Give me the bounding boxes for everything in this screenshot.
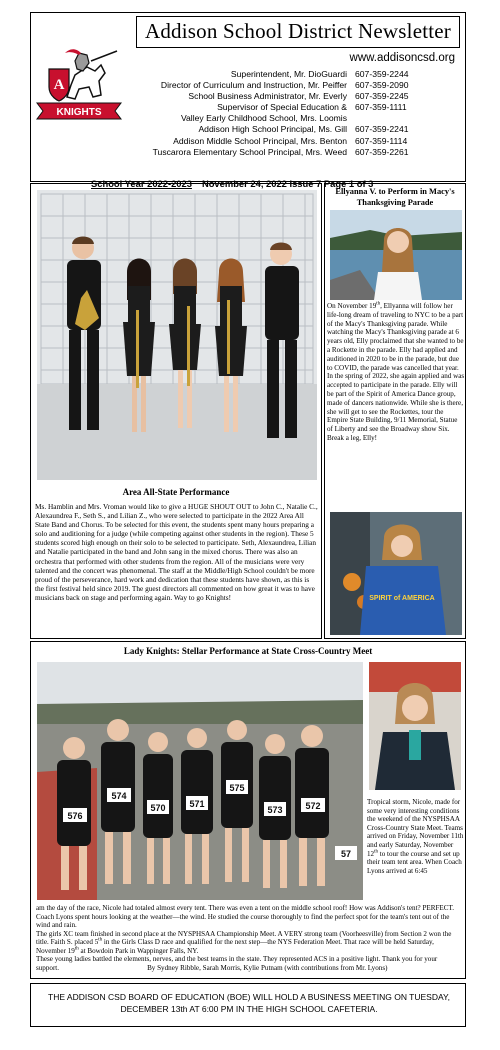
staff-row [111, 113, 461, 124]
staff-row [111, 124, 461, 135]
ellyanna-jacket-photo [330, 512, 462, 635]
xc-p3-b: in the Girls Class D race and qualified for the next step—the NYS Federation Meet. That race will be held Saturday, November 19 [36, 938, 434, 955]
bib-number: 573 [267, 805, 283, 815]
staff-phone: 607-359-2090 [355, 80, 409, 91]
staff-role: Superintendent, Mr. DioGuardi [230, 69, 347, 79]
macys-headline: Ellyanna V. to Perform in Macy's Thanksgiving Parade [335, 187, 455, 207]
xc-paragraph: am the day of the race, Nicole had totaled almost every tent. There was even a tent on the middle school roof! How was Addison's tent? PERFECT. [36, 904, 455, 912]
lance-shape [91, 51, 117, 61]
newsletter-title-box [136, 16, 460, 48]
xc-side-text [367, 798, 465, 875]
xc-paragraph: Coach Lyons spent hours looking at the weather—the wind. He studied the course thoroughly to find the perfect spot for the team's tent out of the wind and rain. [36, 912, 450, 929]
staff-role: Director of Curriculum and Instruction, Mr. Peiffer [160, 80, 347, 91]
macys-text-a: On November 19 [327, 302, 377, 310]
staff-directory [111, 69, 461, 158]
staff-row [111, 136, 461, 147]
xc-headline: Lady Knights: Stellar Performance at State Cross-Country Meet [123, 646, 373, 656]
xc-p3-c: at Bowdoin Park in Wappinger Falls, NY. [78, 946, 199, 955]
staff-row [111, 102, 461, 113]
horse-shape [67, 65, 105, 99]
ellyanna-portrait-photo [330, 210, 462, 300]
cross-country-article [30, 641, 466, 979]
allstate-body-text: Ms. Hamblin and Mrs. Vroman would like to give a HUGE SHOUT OUT to John C., Natalie C., Alexaundrea F., Seth S., and Lilian Z., who were selected to participate in the 2022 Area All State Band and Chorus. To be selected for this event, the students spent many hours preparing a solo and auditioning for a judge (while competing against other students in the region). These 5 students scored high enough on their solo to be selected to participate. Seth, Alexaundrea, Lilian and Natalie participated in the band and John sang in the mixed chorus. There was also an orchestra that performed with other students from the region. All of the musicians were very talented and the concert was phenomenal. The staff at the Middle/High School couldn't be more proud of the perseverance, hard work and dedication that these students have shown, as this is the first festival held since 2019. The guest directors all commented on how great it was to have musicians back on stage and performing again. Way to go Knights! [35, 502, 318, 602]
xc-byline: By Sydney Ribble, Sarah Morris, Kylie Putnam (with contributions from Mr. Lyons) [147, 963, 388, 972]
xc-p3-a: The girls XC team finished in second place at the NYSPHSAA Championship Meet. A VERY strong team (Voorheesville) from Section 2 won the title. Faith S. placed 5 [36, 929, 452, 946]
macys-text-sup: th [376, 301, 381, 307]
staff-phone: 607-359-2244 [355, 69, 409, 79]
bib-number: 574 [111, 791, 127, 801]
xc-p3-sup2: th [74, 946, 79, 952]
xc-body-text [36, 904, 464, 972]
macys-article [324, 183, 466, 639]
staff-phone: 607-359-1114 [355, 135, 408, 146]
boe-notice-text: THE ADDISON CSD BOARD OF EDUCATION (BOE) WILL HOLD A BUSINESS MEETING ON TUESDAY, DECEMBER 13th AT 6:00 PM IN THE HIGH SCHOOL CAFETERIA. [48, 992, 450, 1014]
allstate-headline: Area All-State Performance [122, 487, 230, 497]
staff-row [111, 91, 461, 102]
staff-phone: 607-359-2245 [355, 91, 409, 102]
jacket-logo-text: SPIRIT of AMERICA [369, 595, 435, 602]
bib-number: 572 [305, 801, 321, 811]
bib-number: 575 [229, 783, 245, 793]
staff-row [111, 80, 461, 91]
xc-p4: These young ladies battled the elements, nerves, and the best teams in the state. They represented ACS in a positive light. Thank you for your support. [36, 955, 438, 972]
faith-portrait-photo [369, 662, 461, 790]
xc-side-a: Tropical storm, Nicole, made for some very interesting conditions the weekend of the NYSPHSAA Cross-Country State Meet. Teams arrived on Friday, November 11th and early Saturday, November 12 [367, 798, 464, 858]
macys-text-b: , Ellyanna will follow her life-long dream of traveling to NYC to be a part of the Macy's Thanksgiving parade. While watching the Macy's Thanksgiving parade at 6 years old, Elly proclaimed that she wanted to be a Rockette in the parade. Elly had applied and auditioned in 2020 to be in the parade, but due to COVID, the parade was cancelled that year. In the spring of 2022, she again applied and was accepted to participate in the parade. Elly will be part of the Spirit of America Dance group, made of dancers nationwide. While she is there, she will get to see the Rockettes, tour the Empire State Building, 9/11 Memorial, Statue of Liberty and see the Broadway show Six. Break a leg, Elly! [327, 302, 465, 442]
plume-shape [65, 49, 81, 55]
bib-number: 571 [189, 799, 205, 809]
xc-side-sup: th [374, 849, 378, 855]
xc-team-photo [37, 662, 363, 900]
issue-details: November 24, 2022 Issue 7 Page 1 of 3 [201, 178, 374, 189]
staff-role: Tuscarora Elementary School Principal, Mrs. Weed [152, 146, 347, 157]
newsletter-title: Addison School District Newsletter [144, 19, 451, 43]
staff-row [111, 69, 461, 80]
bib-number: 576 [67, 811, 83, 821]
knights-logo [35, 47, 123, 133]
logo-banner-text: KNIGHTS [56, 107, 102, 118]
staff-role: Addison High School Principal, Ms. Gill [198, 124, 347, 135]
staff-role: School Business Administrator, Mr. Everly [188, 91, 347, 102]
staff-phone: 607-359-1111 [355, 102, 407, 113]
staff-role: Valley Early Childhood School, Mrs. Loomis [180, 113, 347, 124]
staff-phone: 607-359-2261 [355, 146, 409, 157]
shield-letter: A [53, 77, 65, 93]
website-link[interactable]: www.addisoncsd.org [349, 52, 455, 64]
xc-paragraph [36, 930, 464, 956]
school-year: School Year 2022-2023 [91, 178, 192, 189]
xc-p3-sup: th [98, 937, 103, 943]
macys-body-text [327, 302, 465, 443]
allstate-students-photo [37, 190, 317, 480]
header-section [30, 12, 466, 189]
bib-number: 57 [340, 849, 352, 859]
staff-phone: 607-359-2241 [355, 124, 409, 135]
xc-paragraph [36, 955, 464, 972]
xc-side-b: to tour the course and set up their team tent area. When Coach Lyons arrived at 6:45 [367, 849, 462, 875]
staff-role: Addison Middle School Principal, Mrs. Benton [173, 135, 347, 146]
staff-row [111, 147, 461, 158]
bib-number: 570 [150, 803, 166, 813]
boe-notice [30, 983, 466, 1027]
staff-role: Supervisor of Special Education & [217, 102, 347, 113]
allstate-article [30, 183, 322, 639]
